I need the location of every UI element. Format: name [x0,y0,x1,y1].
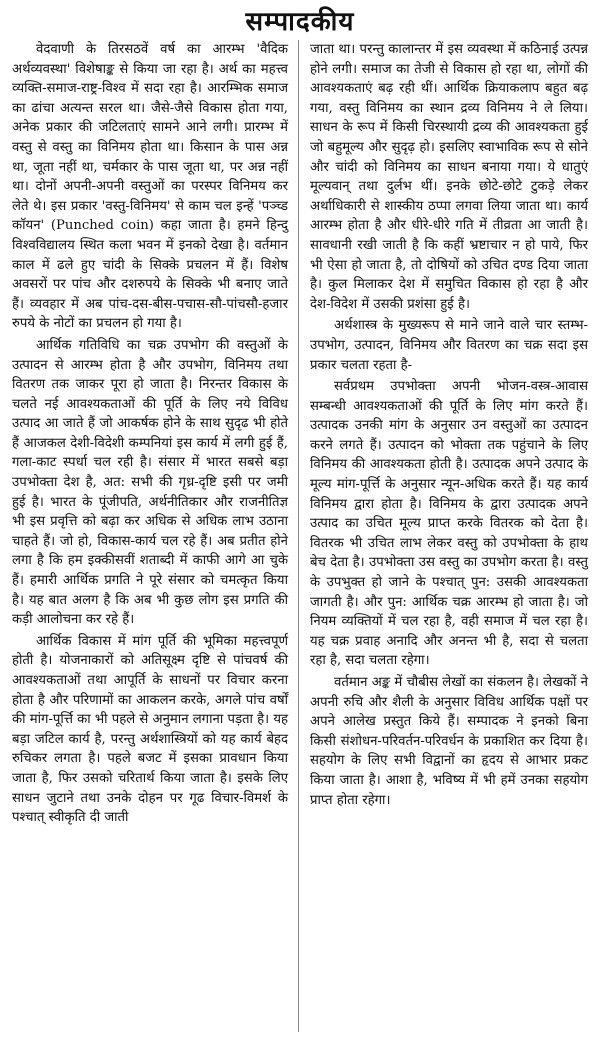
left-column [12,40,288,830]
paragraph: अर्थशास्त्र के मुख्यरूप से माने जाने वाले चार स्तम्भ-उपभोग, उत्पादन, विनिमय और वितरण का चक्र सदा इस प्रकार चलता रहता है- [310,318,588,373]
paragraph: वर्तमान अङ्क में चौबीस लेखों का संकलन है। लेखकों ने अपनी रुचि और शैली के अनुसार विविध आर्थिक पक्षों पर अपने आलेख प्रस्तुत किये हैं। सम्पादक ने इनको बिना किसी संशोधन-परिवर्तन-परिवर्धन के प्रकाशित कर दिया है। सहयोग के लिए सभी विद्वानों का हृदय से आभार प्रकट किया जाता है। आशा है, भविष्य में भी हमें उनका सहयोग प्राप्त होता रहेगा। [310,675,588,808]
column-divider [298,40,299,1032]
paragraph: आर्थिक गतिविधि का चक्र उपभोग की वस्तुओं के उत्पादन से आरम्भ होता है और उपभोग, विनिमय तथा वितरण तक जाकर पूरा हो जाता है। निरन्तर विकास के चलते नई आवश्यकताओं की पूर्ति के लिए नये विविध उत्पाद आ जाते हैं जो आकर्षक होने के साथ सुदृढ भी होते हैं आजकल देशी-विदेशी कम्पनियां इस कार्य में लगी हुई हैं, गला-काट स्पर्धा चल रही है। संसार में भारत सबसे बड़ा उपभोक्ता देश है, अत: सभी की गृध्र-दृष्टि इसी पर जमी हुई है। भारत के पूंजीपति, अर्थनीतिकार और राजनीतिज्ञ भी इस प्रवृत्ति को बढ़ा कर अधिक से अधिक लाभ उठाना चाहते हैं। जो हो, विकास-कार्य चल रहे हैं। अब प्रतीत होने लगा है कि हम इक्कीसवीं शताब्दी में काफी आगे आ चुके हैं। हमारी आर्थिक प्रगति ने पूरे संसार को चमत्कृत किया है। यह बात अलग है कि अब भी कुछ लोग इस प्रगति की कड़ी आलोचना कर रहे हैं। [12,337,288,628]
right-column [310,40,588,812]
page-title: सम्पादकीय [245,7,355,37]
paragraph: सर्वप्रथम उपभोक्ता अपनी भोजन-वस्त्र-आवास सम्बन्धी आवश्यकताओं की पूर्ति के लिए मांग करते हैं। उत्पादक उनकी मांग के अनुसार उन वस्तुओं का उत्पादन करने लगते हैं। उत्पादन को भोक्ता तक पहुंचाने के लिए विनिमय की आवश्यकता होती है। उत्पादक अपने उत्पाद के मूल्य मांग-पूर्त्ति के अनुसार न्यून-अधिक करते हैं। यह कार्य विनिमय द्वारा होता है। विनिमय के द्वारा उत्पादक अपने उत्पाद का उचित मूल्य प्राप्त करके वितरक को देता है। वितरक भी उचित लाभ लेकर वस्तु को उपभोक्ता के हाथ बेच देता है। उपभोक्ता उस वस्तु का उपभोग करता है। वस्तु के उपभुक्त हो जाने के पश्चात् पुन: उसकी आवश्यकता जागती है। और पुन: आर्थिक चक्र आरम्भ हो जाता है। जो नियम व्यक्तियों में चल रहा है, वही समाज में चल रहा है। यह चक्र प्रवाह अनादि और अनन्त भी है, सदा से चलता रहा है, सदा चलता रहेगा। [310,379,588,669]
paragraph: आर्थिक विकास में मांग पूर्ति की भूमिका महत्त्वपूर्ण होती है। योजनाकारों को अतिसूक्ष्म दृष्टि से पांचवर्ष की आवश्यकताओं तथा आपूर्ति के साधनों पर विचार करना होता है और परिणामों का आकलन करके, अगले पांच वर्षों की मांग-पूर्त्ति का भी पहले से अनुमान लगाना पड़ता है। यह बड़ा जटिल कार्य है, परन्तु अर्थशास्त्रियों को यह कार्य बेहद रुचिकर लगता है। पहले बजट में इसका प्रावधान किया जाता है, फिर उसको चरितार्थ किया जाता है। इसके लिए साधन जुटाने तथा उनके दोहन पर गूढ विचार-विमर्श के पश्चात् स्वीकृति दी जाती [12,633,288,826]
paragraph: वेदवाणी के तिरसठवें वर्ष का आरम्भ 'वैदिक अर्थव्यवस्था' विशेषाङ्क से किया जा रहा है। अर्थ का महत्त्व व्यक्ति-समाज-राष्ट्र-विश्व में सदा रहा है। आरम्भिक समाज का ढांचा अत्यन्त सरल था। जैसे-जैसे विकास होता गया, अनेक प्रकार की जटिलताएं सामने आने लगी। प्रारम्भ में वस्तु से वस्तु का विनिमय होता था। किसान के पास अन्न था, जूता नहीं था, चर्मकार के पास जूता था, पर अन्न नहीं था। दोनों अपनी-अपनी वस्तुओं का परस्पर विनिमय कर लेते थे। इस प्रकार 'वस्तु-विनिमय' से काम चल इन्हें 'पञ्च्ड कॉयन' (Punched coin) कहा जाता है। हमने हिन्दु विश्वविद्यालय स्थित कला भवन में इनको देखा है। वर्तमान काल में ढले हुए चांदी के सिक्के प्रचलन में हैं। विशेष अवसरों पर पांच और दशरुपये के सिक्के भी बनाए जाते हैं। व्यवहार में अब पांच-दस-बीस-पचास-सौ-पांचसौ-हजार रुपये के नोटों का प्रचलन हो गया है। [12,42,288,332]
paragraph: जाता था। परन्तु कालान्तर में इस व्यवस्था में कठिनाई उत्पन्न होने लगी। समाज का तेजी से विकास हो रहा था, लोगों की आवश्यकताएं बढ़ रही थीं। आर्थिक क्रियाकलाप बहुत बढ़ गया, वस्तु विनिमय का स्थान द्रव्य विनिमय ने ले लिया। साधन के रूप में किसी चिरस्थायी द्रव्य की आवश्यकता हुई जो बहुमूल्य और सुदृढ़ हो। इसलिए स्वाभाविक रूप से सोने और चांदी को विनिमय का साधन बनाया गया। ये धातुएं मूल्यवान् तथा दुर्लभ थीं। इनके छोटे-छोटे टुकड़े लेकर अर्थाधिकारी से शास्कीय ठप्पा लगवा लिया जाता था। कार्य आरम्भ होता है और धीरे-धीरे गति में तीव्रता आ जाती है। सावधानी रखी जाती है कि कहीं भ्रष्टाचार न हो पाये, फिर भी ऐसा हो जाता है, तो दोषियों को उचित दण्ड दिया जाता है। कुल मिलाकर देश में समुचित विकास हो रहा है और देश-विदेश में उसकी प्रशंसा हुई है। [310,42,588,312]
